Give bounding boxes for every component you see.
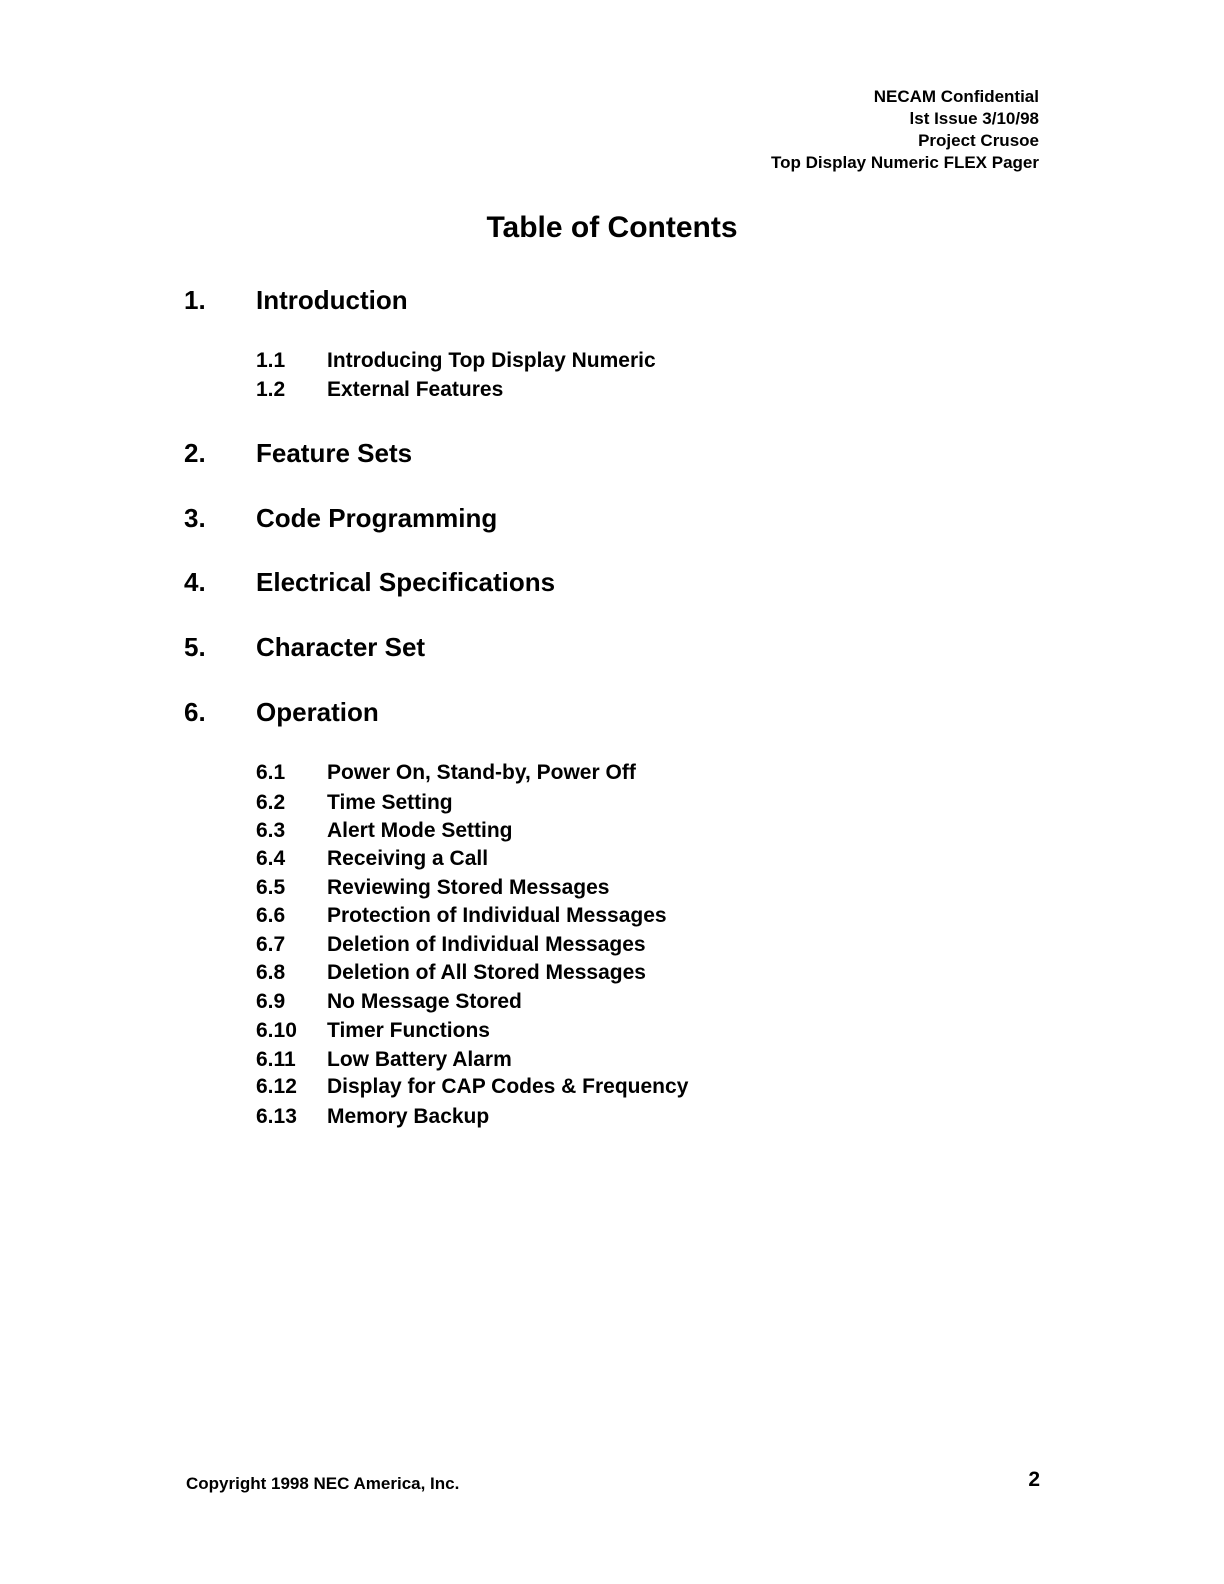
toc-subsection-label: Deletion of Individual Messages <box>327 933 646 956</box>
toc-subsection-number: 6.6 <box>256 904 286 927</box>
toc-subsection-number: 6.12 <box>256 1075 297 1098</box>
toc-subsection-number: 6.7 <box>256 933 286 956</box>
toc-subsection-label: Introducing Top Display Numeric <box>327 349 656 372</box>
toc-section-number: 2. <box>184 438 206 468</box>
toc-subsection-label: Receiving a Call <box>327 847 489 870</box>
toc-subsection-label: Low Battery Alarm <box>327 1048 512 1071</box>
toc-subsection-number: 6.1 <box>256 761 286 784</box>
toc-section-number: 6. <box>184 697 206 727</box>
header-confidential: NECAM Confidential <box>873 87 1039 106</box>
toc-subsection-number: 6.4 <box>256 847 286 870</box>
toc-subsection-number: 6.13 <box>256 1105 297 1128</box>
header-issue: lst Issue 3/10/98 <box>909 109 1039 128</box>
toc-subsection-number: 6.11 <box>256 1048 296 1071</box>
toc-section-label: Feature Sets <box>256 438 413 468</box>
toc-subsection-number: 6.3 <box>256 819 286 842</box>
toc-subsection-number: 1.1 <box>256 349 286 372</box>
toc-subsection-label: Deletion of All Stored Messages <box>327 961 646 984</box>
header-project: Project Crusoe <box>918 131 1039 150</box>
footer-copyright: Copyright 1998 NEC America, Inc. <box>186 1474 460 1493</box>
toc-section-label: Character Set <box>256 632 426 662</box>
toc-section-number: 1. <box>184 285 206 315</box>
toc-section-label: Introduction <box>256 285 408 315</box>
toc-subsection-label: No Message Stored <box>327 990 522 1013</box>
toc-section-label: Electrical Specifications <box>256 567 556 597</box>
toc-section-label: Code Programming <box>256 503 498 533</box>
toc-subsection-label: Memory Backup <box>327 1105 490 1128</box>
page-title: Table of Contents <box>486 211 738 244</box>
toc-subsection-number: 6.9 <box>256 990 286 1013</box>
document-header <box>771 86 1039 174</box>
toc-subsection-label: Alert Mode Setting <box>327 819 513 842</box>
toc-subsection-label: Protection of Individual Messages <box>327 904 667 927</box>
toc-subsection-number: 6.8 <box>256 961 286 984</box>
toc-subsection-number: 6.10 <box>256 1019 297 1042</box>
toc-subsection-label: Time Setting <box>327 791 453 814</box>
toc-subsection-label: External Features <box>327 378 504 401</box>
header-product: Top Display Numeric FLEX Pager <box>771 153 1039 172</box>
toc-subsection-number: 1.2 <box>256 378 286 401</box>
toc-subsection-number: 6.5 <box>256 876 286 899</box>
toc-section-number: 4. <box>184 567 206 597</box>
page-number: 2 <box>1028 1468 1040 1491</box>
toc-section-number: 5. <box>184 632 206 662</box>
toc-subsection-label: Power On, Stand-by, Power Off <box>327 761 636 784</box>
toc-section-label: Operation <box>256 697 379 727</box>
toc-subsection-label: Timer Functions <box>327 1019 490 1042</box>
toc-subsection-number: 6.2 <box>256 791 286 814</box>
toc-subsection-label: Display for CAP Codes & Frequency <box>327 1075 689 1098</box>
toc-subsection-label: Reviewing Stored Messages <box>327 876 610 899</box>
toc-section-number: 3. <box>184 503 206 533</box>
